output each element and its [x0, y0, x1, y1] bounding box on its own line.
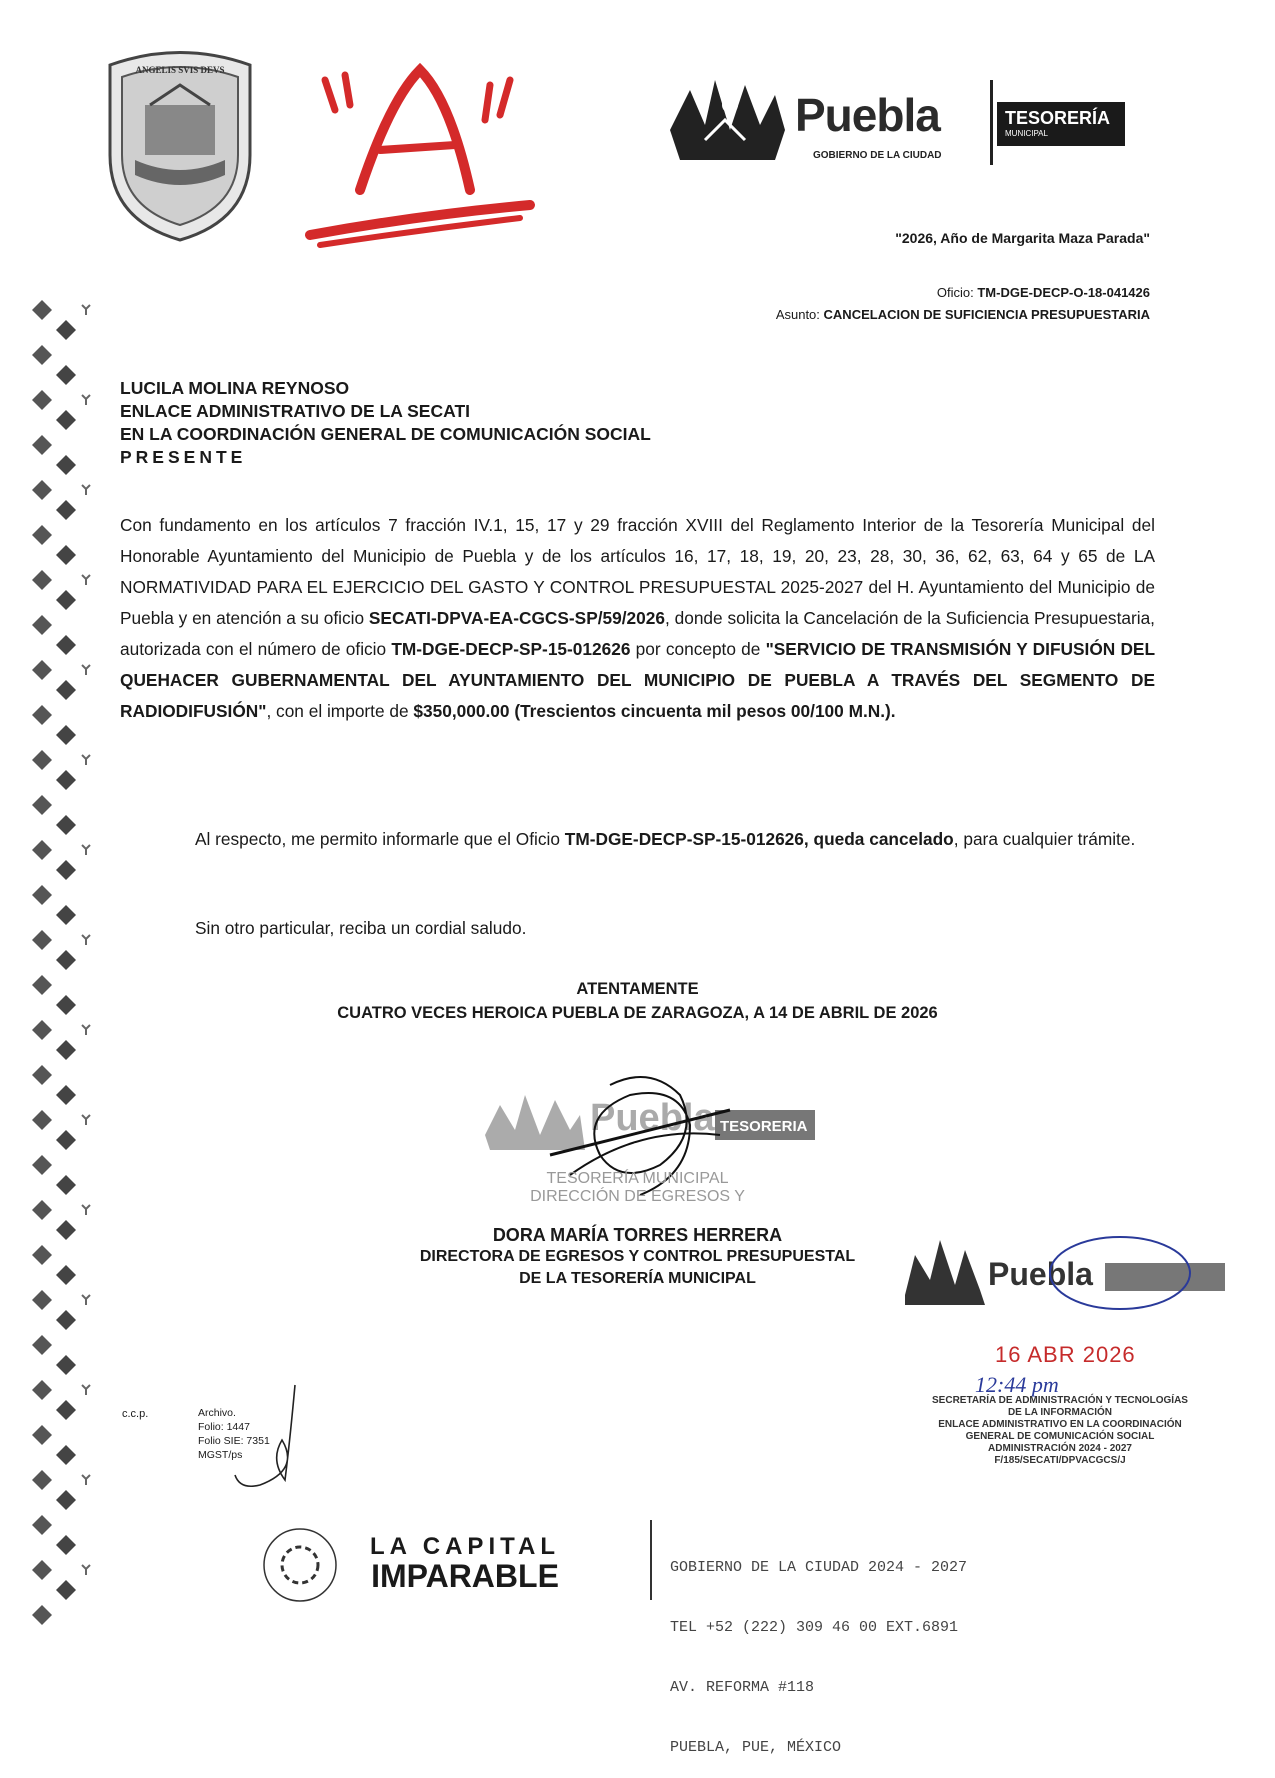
stamp-line-1: TESORERÍA MUNICIPAL — [546, 1170, 729, 1187]
tesoreria-text: TESORERÍA — [1005, 108, 1111, 128]
atentamente-label: ATENTAMENTE — [576, 980, 699, 998]
p1-text-g: , con el importe de — [266, 701, 414, 721]
handwritten-a-mark — [300, 40, 540, 270]
footer-line-2: TEL +52 (222) 309 46 00 EXT.6891 — [670, 1619, 959, 1636]
brand-subtitle: GOBIERNO DE LA CIUDAD — [813, 150, 942, 161]
place-date: CUATRO VECES HEROICA PUEBLA DE ZARAGOZA, A 14 DE ABRIL DE 2026 — [337, 1004, 938, 1022]
archivo-line-1: Archivo. — [198, 1407, 236, 1419]
puebla-tesoreria-logo — [665, 70, 1125, 170]
puebla-brand-text: Puebla — [795, 89, 940, 141]
footer-divider — [650, 1520, 652, 1600]
equality-seal-icon — [260, 1525, 340, 1605]
decorative-border — [24, 300, 94, 1640]
footer-line-3: AV. REFORMA #118 — [670, 1679, 815, 1696]
received-date: 16 ABR 2026 — [995, 1342, 1136, 1367]
p1-concept: "SERVICIO DE TRANSMISIÓN Y DIFUSIÓN DEL QUEHACER GUBERNAMENTAL DEL AYUNTAMIENTO DEL MUNICIPIO DE PUEBLA A TRAVÉS DEL SEGMENTO DE RADIODIFUSIÓN" — [120, 639, 1156, 721]
footer-line-4: PUEBLA, PUE, MÉXICO — [670, 1739, 842, 1756]
signer-title: DIRECTORA DE EGRESOS Y CONTROL PRESUPUESTAL — [419, 1248, 856, 1265]
archivo-line-2: Folio: 1447 — [198, 1421, 250, 1433]
logo-divider — [990, 80, 993, 165]
ccp-label: c.c.p. — [122, 1408, 149, 1420]
oficio-label: Oficio: — [936, 285, 974, 300]
asunto-line — [776, 307, 1150, 322]
stamp-text-block — [0, 1170, 1275, 1206]
svg-text:Puebla: Puebla — [988, 1256, 1093, 1292]
slogan-line-1: LA CAPITAL — [370, 1533, 560, 1560]
p2-text-c: , para cualquier trámite. — [953, 829, 1136, 849]
footer-line-1: GOBIERNO DE LA CIUDAD 2024 - 2027 — [670, 1559, 968, 1576]
capital-imparable-logo — [370, 1533, 560, 1594]
recv-line-3: ENLACE ADMINISTRATIVO EN LA COORDINACIÓN — [938, 1419, 1182, 1430]
closing-block — [0, 977, 1275, 1025]
svg-text:Puebla: Puebla — [590, 1097, 715, 1139]
reception-stamp-logo — [900, 1225, 1230, 1315]
oficio-number: TM-DGE-DECP-O-18-041426 — [977, 285, 1150, 300]
archivo-line-4: MGST/ps — [198, 1449, 243, 1461]
archivo-line-3: Folio SIE: 7351 — [198, 1435, 270, 1447]
signer-title-2: DE LA TESORERÍA MUNICIPAL — [519, 1270, 756, 1287]
svg-text:TESORERIA: TESORERIA — [720, 1118, 808, 1135]
body-paragraph-2 — [120, 823, 1155, 855]
footer-address — [670, 1518, 967, 1778]
asunto-label: Asunto: — [775, 307, 820, 322]
municipal-text: MUNICIPAL — [1005, 129, 1048, 138]
recv-line-1: SECRETARÍA DE ADMINISTRACIÓN Y TECNOLOGÍAS — [932, 1395, 1188, 1406]
year-slogan: "2026, Año de Margarita Maza Parada" — [895, 230, 1150, 246]
p1-amount: $350,000.00 (Trescientos cincuenta mil pesos 00/100 M.N.). — [413, 701, 896, 721]
puebla-emblem-icon — [665, 70, 790, 165]
body-paragraph-1 — [120, 510, 1155, 727]
reception-stamp-text — [905, 1395, 1215, 1467]
tesoreria-label-box — [997, 102, 1125, 146]
p1-oficio-ref: SECATI-DPVA-EA-CGCS-SP/59/2026 — [368, 608, 665, 628]
stamp-line-2: DIRECCIÓN DE EGRESOS Y — [530, 1188, 745, 1205]
asunto-value: CANCELACION DE SUFICIENCIA PRESUPUESTARIA — [823, 307, 1150, 322]
addressee-block — [120, 377, 651, 469]
recv-line-6: F/185/SECATI/DPVACGCS/J — [994, 1455, 1126, 1466]
presente-label: PRESENTE — [120, 447, 247, 467]
oficio-line — [937, 285, 1150, 300]
p2-text-a: Al respecto, me permito informarle que el Oficio — [195, 829, 565, 849]
svg-text:ANGELIS SVIS DEVS: ANGELIS SVIS DEVS — [135, 65, 225, 75]
p1-sp-number: TM-DGE-DECP-SP-15-012626 — [391, 639, 631, 659]
received-time: 12:44 pm — [975, 1372, 1059, 1397]
p1-text-e: por concepto de — [630, 639, 766, 659]
addressee-title: ENLACE ADMINISTRATIVO DE LA SECATI — [120, 401, 470, 421]
slogan-line-2: IMPARABLE — [371, 1558, 559, 1594]
addressee-name: LUCILA MOLINA REYNOSO — [120, 378, 350, 398]
signer-name: DORA MARÍA TORRES HERRERA — [492, 1225, 783, 1245]
body-paragraph-3: Sin otro particular, reciba un cordial saludo. — [195, 918, 527, 938]
city-seal-logo — [100, 45, 260, 245]
recv-line-2: DE LA INFORMACIÓN — [1007, 1407, 1113, 1418]
addressee-dept: EN LA COORDINACIÓN GENERAL DE COMUNICACIÓN SOCIAL — [120, 424, 651, 444]
p1-text-a: Con fundamento en los artículos 7 fracción IV.1, 15, 17 y 29 fracción XVIII del Reglamento Interior de la Tesorería Municipal del Honorable Ayuntamiento del Municipio de Puebla y de los artículos 16, 17, 18, 19, 20, 23, 28, 30, 36, 62, 63, 64 y 65 de LA NORMATIVIDAD PARA EL EJERCICIO DEL GASTO Y CONTROL PRESUPUESTAL 2025-2027 del H. Ayuntamiento del Municipio de Puebla y en atención a su oficio — [120, 515, 1155, 628]
p1-text-c: , donde solicita la Cancelación de la Suficiencia Presupuestaria, autorizada con el número de oficio — [120, 608, 1155, 659]
p2-cancel-ref: TM-DGE-DECP-SP-15-012626, queda cancelado — [564, 829, 954, 849]
initials-scribble — [210, 1380, 310, 1500]
recv-line-4: GENERAL DE COMUNICACIÓN SOCIAL — [965, 1431, 1155, 1442]
recv-line-5: ADMINISTRACIÓN 2024 - 2027 — [988, 1443, 1132, 1454]
